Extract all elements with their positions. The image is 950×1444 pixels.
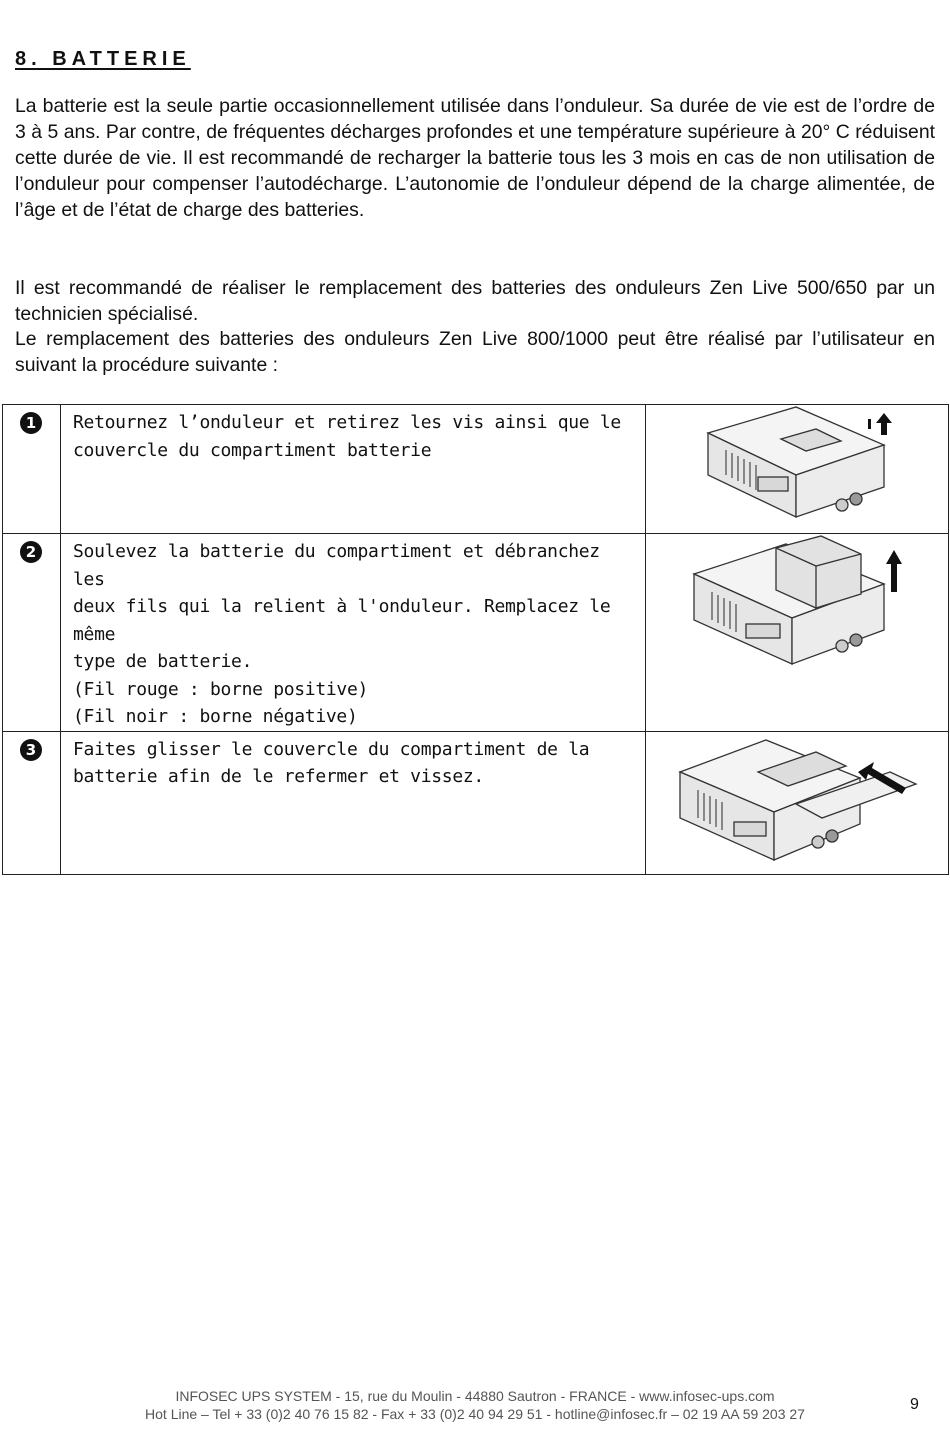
step-2-line-3: type de batterie. bbox=[73, 651, 253, 672]
step-3-line-2: batterie afin de le refermer et vissez. bbox=[73, 766, 484, 787]
step-2-text bbox=[61, 534, 645, 731]
step-row-2 bbox=[3, 534, 949, 732]
step-2-line-2: deux fils qui la relient à l'onduleur. Remplacez le même bbox=[73, 596, 621, 645]
step-3-line-1: Faites glisser le couvercle du compartiment de la bbox=[73, 738, 590, 760]
step-row-1 bbox=[3, 405, 949, 534]
step-number-badge: 1 bbox=[20, 412, 42, 434]
battery-replacement-steps-table bbox=[2, 404, 949, 875]
step-number-badge: 2 bbox=[20, 541, 42, 563]
ups-slide-cover-illustration bbox=[646, 732, 946, 872]
step-number-badge: 3 bbox=[20, 739, 42, 761]
paragraph-zen-live-500-650: Il est recommandé de réaliser le remplacement des batteries des onduleurs Zen Live 500/650 par un technicien spécialisé. bbox=[15, 277, 935, 325]
page-number: 9 bbox=[910, 1396, 919, 1413]
step-1-line-2: couvercle du compartiment batterie bbox=[73, 439, 432, 461]
step-2-line-4: (Fil rouge : borne positive) bbox=[73, 678, 369, 700]
step-1-text bbox=[61, 405, 645, 464]
section-title: 8. BATTERIE bbox=[15, 48, 191, 70]
step-2-line-5: (Fil noir : borne négative) bbox=[73, 706, 358, 727]
step-2-line-1: Soulevez la batterie du compartiment et débranchez les bbox=[73, 541, 611, 590]
ups-lift-battery-illustration bbox=[646, 534, 946, 679]
footer-contact: Hot Line – Tel + 33 (0)2 40 76 15 82 - Fax + 33 (0)2 40 94 29 51 - hotline@infosec.fr – 02 19 AA 59 203 27 bbox=[145, 1406, 805, 1422]
step-1-line-1: Retournez l’onduleur et retirez les vis ainsi que le bbox=[73, 412, 621, 433]
paragraph-battery-intro: La batterie est la seule partie occasionnellement utilisée dans l’onduleur. Sa durée de vie est de l’ordre de 3 à 5 ans. Par contre, de fréquentes décharges profondes et une température supérieure à 20° C réduisent cette durée de vie. Il est recommandé de recharger la batterie tous les 3 mois en cas de non utilisation de l’onduleur pour compenser l’autodécharge. L’autonomie de l’onduleur dépend de la charge alimentée, de l’âge et de l’état de charge des batteries. bbox=[15, 95, 935, 221]
footer-address: INFOSEC UPS SYSTEM - 15, rue du Moulin - 44880 Sautron - FRANCE - www.infosec-ups.com bbox=[175, 1388, 775, 1404]
ups-remove-screws-illustration bbox=[646, 405, 946, 531]
step-row-3 bbox=[3, 731, 949, 874]
paragraph-zen-live-800-1000: Le remplacement des batteries des onduleurs Zen Live 800/1000 peut être réalisé par l’utilisateur en suivant la procédure suivante : bbox=[15, 328, 935, 376]
step-3-text bbox=[61, 732, 645, 791]
